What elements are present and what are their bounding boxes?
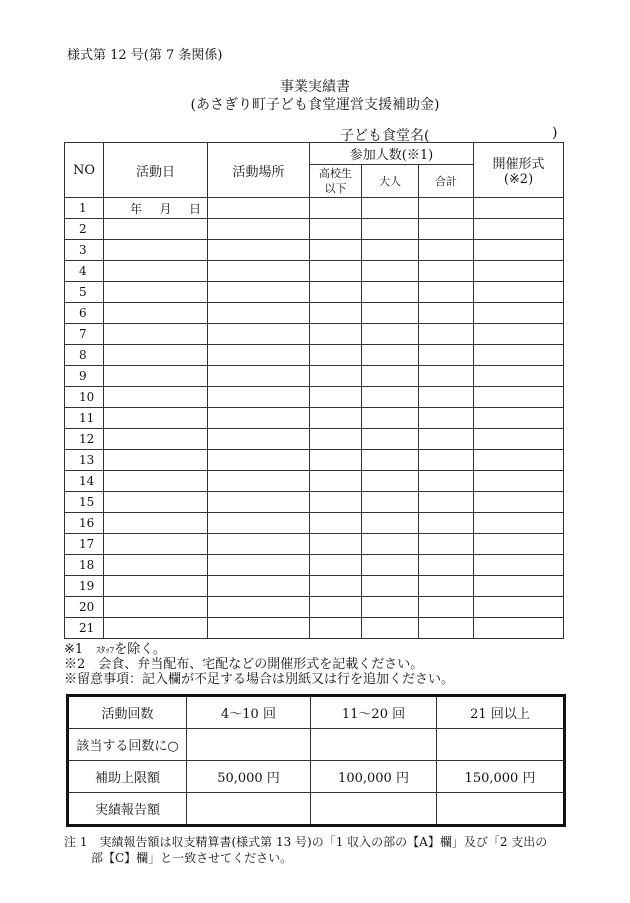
activity-place-cell[interactable]: [208, 597, 310, 618]
activity-date-cell[interactable]: [104, 576, 208, 597]
row-number: 15: [65, 492, 104, 513]
applicable-cell-1[interactable]: [187, 729, 311, 761]
activity-place-cell[interactable]: [208, 513, 310, 534]
activity-date-cell[interactable]: [104, 534, 208, 555]
format-cell[interactable]: [474, 576, 564, 597]
adults-cell[interactable]: [362, 345, 419, 366]
adults-cell[interactable]: [362, 555, 419, 576]
format-cell[interactable]: [474, 345, 564, 366]
activity-date-cell[interactable]: [104, 198, 208, 219]
summary-header-label: 活動回数: [68, 696, 187, 729]
table-row: [65, 555, 564, 576]
activity-place-cell[interactable]: [208, 387, 310, 408]
document-title: 事業実績書: [280, 79, 350, 95]
applicable-cell-3[interactable]: [437, 729, 565, 761]
format-cell[interactable]: [474, 303, 564, 324]
format-cell[interactable]: [474, 219, 564, 240]
total-cell[interactable]: [419, 471, 474, 492]
activity-place-cell[interactable]: [208, 366, 310, 387]
total-cell[interactable]: [419, 492, 474, 513]
students-cell[interactable]: [310, 303, 362, 324]
adults-cell[interactable]: [362, 429, 419, 450]
note-1-rest: を除く。: [114, 642, 166, 657]
table-row: [65, 618, 564, 639]
activity-date-cell[interactable]: [104, 513, 208, 534]
format-cell[interactable]: [474, 555, 564, 576]
total-cell[interactable]: [419, 345, 474, 366]
adults-cell[interactable]: [362, 534, 419, 555]
header-total: 合計: [419, 165, 474, 198]
activity-date-cell[interactable]: [104, 618, 208, 639]
shokudo-name-close: ): [552, 125, 558, 141]
row-number: 14: [65, 471, 104, 492]
adults-cell[interactable]: [362, 597, 419, 618]
students-cell[interactable]: [310, 261, 362, 282]
students-cell[interactable]: [310, 618, 362, 639]
format-cell[interactable]: [474, 324, 564, 345]
adults-cell[interactable]: [362, 366, 419, 387]
students-cell[interactable]: [310, 240, 362, 261]
activity-place-cell[interactable]: [208, 534, 310, 555]
activity-date-cell[interactable]: [104, 366, 208, 387]
adults-cell[interactable]: [362, 240, 419, 261]
row-number: 7: [65, 324, 104, 345]
row-number: 5: [65, 282, 104, 303]
activity-date-cell[interactable]: [104, 324, 208, 345]
students-cell[interactable]: [310, 408, 362, 429]
students-cell[interactable]: [310, 555, 362, 576]
total-cell[interactable]: [419, 198, 474, 219]
row-number: 10: [65, 387, 104, 408]
header-activity-place: 活動場所: [208, 143, 310, 198]
total-cell[interactable]: [419, 282, 474, 303]
total-cell[interactable]: [419, 513, 474, 534]
activity-date-cell[interactable]: [104, 471, 208, 492]
students-cell[interactable]: [310, 576, 362, 597]
format-cell[interactable]: [474, 492, 564, 513]
adults-cell[interactable]: [362, 219, 419, 240]
activity-place-cell[interactable]: [208, 282, 310, 303]
date-day: 日: [188, 201, 201, 216]
header-students-line1: 高校生: [319, 167, 352, 180]
students-cell[interactable]: [310, 345, 362, 366]
header-activity-date: 活動日: [104, 143, 208, 198]
header-students-line2: 以下: [324, 182, 347, 195]
table-row: [65, 471, 564, 492]
total-cell[interactable]: [419, 576, 474, 597]
summary-col-4-10: 4～10 回: [187, 696, 311, 729]
students-cell[interactable]: [310, 366, 362, 387]
applicable-cell-2[interactable]: [311, 729, 437, 761]
students-cell[interactable]: [310, 219, 362, 240]
students-cell[interactable]: [310, 282, 362, 303]
note-2: ※2 会食、弁当配布、宅配などの開催形式を記載ください。: [64, 657, 424, 672]
footer-note-line2: 部【C】欄」と一致させてください。: [91, 851, 293, 865]
table-row: [65, 576, 564, 597]
activity-place-cell[interactable]: [208, 450, 310, 471]
adults-cell[interactable]: [362, 618, 419, 639]
limit-cell-2: 100,000 円: [311, 761, 437, 793]
adults-cell[interactable]: [362, 450, 419, 471]
activity-place-cell[interactable]: [208, 555, 310, 576]
activity-place-cell[interactable]: [208, 303, 310, 324]
header-format: [474, 143, 564, 198]
report-cell-1[interactable]: [187, 793, 311, 826]
summary-row-limit: 補助上限額: [68, 761, 187, 793]
students-cell[interactable]: [310, 450, 362, 471]
format-cell[interactable]: [474, 450, 564, 471]
header-adults: 大人: [362, 165, 419, 198]
header-format-line2: (※2): [503, 172, 534, 187]
students-cell[interactable]: [310, 324, 362, 345]
total-cell[interactable]: [419, 240, 474, 261]
table-row: [65, 492, 564, 513]
row-number: 3: [65, 240, 104, 261]
table-row: [65, 282, 564, 303]
students-cell[interactable]: [310, 387, 362, 408]
activity-place-cell[interactable]: [208, 219, 310, 240]
students-cell[interactable]: [310, 429, 362, 450]
format-cell[interactable]: [474, 471, 564, 492]
format-cell[interactable]: [474, 366, 564, 387]
activity-table: [64, 142, 564, 639]
total-cell[interactable]: [419, 597, 474, 618]
table-row: [65, 513, 564, 534]
activity-place-cell[interactable]: [208, 576, 310, 597]
header-format-line1: 開催形式: [492, 157, 545, 172]
activity-date-cell[interactable]: [104, 303, 208, 324]
row-number: 17: [65, 534, 104, 555]
total-cell[interactable]: [419, 408, 474, 429]
header-participants: 参加人数(※1): [310, 143, 474, 165]
format-cell[interactable]: [474, 408, 564, 429]
adults-cell[interactable]: [362, 282, 419, 303]
table-row: [65, 450, 564, 471]
report-cell-3[interactable]: [437, 793, 565, 826]
format-cell[interactable]: [474, 282, 564, 303]
row-number: 8: [65, 345, 104, 366]
table-row: [65, 597, 564, 618]
footer-note-line1: 注 1 実績報告額は収支精算書(様式第 13 号)の「1 収入の部の【A】欄」及び「2 支出の: [64, 835, 548, 849]
table-row: [65, 198, 564, 219]
activity-place-cell[interactable]: [208, 345, 310, 366]
activity-place-cell[interactable]: [208, 429, 310, 450]
row-number: 12: [65, 429, 104, 450]
summary-row-report: 実績報告額: [68, 793, 187, 826]
table-row: [65, 429, 564, 450]
activity-place-cell[interactable]: [208, 324, 310, 345]
adults-cell[interactable]: [362, 303, 419, 324]
format-cell[interactable]: [474, 429, 564, 450]
adults-cell[interactable]: [362, 387, 419, 408]
document-subtitle: (あさぎり町子ども食堂運営支援補助金): [190, 97, 440, 113]
activity-date-cell[interactable]: [104, 387, 208, 408]
summary-col-21-plus: 21 回以上: [437, 696, 565, 729]
row-number: 19: [65, 576, 104, 597]
row-number: 4: [65, 261, 104, 282]
activity-place-cell[interactable]: [208, 198, 310, 219]
table-row: [65, 219, 564, 240]
header-students: [310, 165, 362, 198]
shokudo-name-label: 子ども食堂名(: [340, 128, 430, 144]
table-row: [65, 240, 564, 261]
adults-cell[interactable]: [362, 408, 419, 429]
adults-cell[interactable]: [362, 513, 419, 534]
total-cell[interactable]: [419, 366, 474, 387]
activity-date-cell[interactable]: [104, 450, 208, 471]
table-row: [65, 534, 564, 555]
table-row: [65, 324, 564, 345]
header-no: NO: [65, 143, 104, 198]
activity-place-cell[interactable]: [208, 261, 310, 282]
row-number: 9: [65, 366, 104, 387]
total-cell[interactable]: [419, 303, 474, 324]
activity-date-cell[interactable]: [104, 282, 208, 303]
activity-date-cell[interactable]: [104, 492, 208, 513]
activity-place-cell[interactable]: [208, 240, 310, 261]
summary-col-11-20: 11～20 回: [311, 696, 437, 729]
date-month: 月: [159, 201, 172, 216]
total-cell[interactable]: [419, 429, 474, 450]
row-number: 11: [65, 408, 104, 429]
format-cell[interactable]: [474, 387, 564, 408]
adults-cell[interactable]: [362, 576, 419, 597]
adults-cell[interactable]: [362, 324, 419, 345]
activity-place-cell[interactable]: [208, 408, 310, 429]
summary-table: [66, 694, 566, 827]
total-cell[interactable]: [419, 324, 474, 345]
total-cell[interactable]: [419, 450, 474, 471]
table-row: [65, 345, 564, 366]
students-cell[interactable]: [310, 471, 362, 492]
format-cell[interactable]: [474, 198, 564, 219]
date-year: 年: [130, 201, 143, 216]
activity-place-cell[interactable]: [208, 618, 310, 639]
row-number: 13: [65, 450, 104, 471]
row-number: 21: [65, 618, 104, 639]
activity-date-cell[interactable]: [104, 429, 208, 450]
table-row: [65, 261, 564, 282]
table-row: [65, 303, 564, 324]
note-1-staff: ｽﾀｯﾌ: [96, 646, 115, 656]
students-cell[interactable]: [310, 597, 362, 618]
row-number: 6: [65, 303, 104, 324]
total-cell[interactable]: [419, 534, 474, 555]
students-cell[interactable]: [310, 534, 362, 555]
format-cell[interactable]: [474, 597, 564, 618]
students-cell[interactable]: [310, 198, 362, 219]
format-cell[interactable]: [474, 534, 564, 555]
total-cell[interactable]: [419, 261, 474, 282]
limit-cell-3: 150,000 円: [437, 761, 565, 793]
row-number: 2: [65, 219, 104, 240]
activity-date-cell[interactable]: [104, 555, 208, 576]
adults-cell[interactable]: [362, 198, 419, 219]
activity-date-cell[interactable]: [104, 345, 208, 366]
table-row: [65, 366, 564, 387]
adults-cell[interactable]: [362, 492, 419, 513]
report-cell-2[interactable]: [311, 793, 437, 826]
students-cell[interactable]: [310, 492, 362, 513]
note-1-prefix: ※1: [64, 642, 97, 657]
row-number: 18: [65, 555, 104, 576]
format-cell[interactable]: [474, 261, 564, 282]
note-3: ※留意事項：記入欄が不足する場合は別紙又は行を追加ください。: [64, 672, 455, 687]
limit-cell-1: 50,000 円: [187, 761, 311, 793]
activity-date-cell[interactable]: [104, 261, 208, 282]
activity-date-cell[interactable]: [104, 219, 208, 240]
activity-date-cell[interactable]: [104, 408, 208, 429]
total-cell[interactable]: [419, 555, 474, 576]
format-cell[interactable]: [474, 513, 564, 534]
total-cell[interactable]: [419, 219, 474, 240]
total-cell[interactable]: [419, 618, 474, 639]
format-cell[interactable]: [474, 618, 564, 639]
activity-place-cell[interactable]: [208, 492, 310, 513]
activity-date-cell[interactable]: [104, 240, 208, 261]
table-row: [65, 387, 564, 408]
row-number: 16: [65, 513, 104, 534]
row-number: 20: [65, 597, 104, 618]
activity-place-cell[interactable]: [208, 471, 310, 492]
date-placeholder: [104, 200, 207, 217]
table-row: [65, 408, 564, 429]
students-cell[interactable]: [310, 513, 362, 534]
summary-row-applicable: 該当する回数に○: [68, 729, 187, 761]
total-cell[interactable]: [419, 387, 474, 408]
activity-date-cell[interactable]: [104, 597, 208, 618]
row-number: 1: [65, 198, 104, 219]
adults-cell[interactable]: [362, 471, 419, 492]
adults-cell[interactable]: [362, 261, 419, 282]
form-number: 様式第 12 号(第 7 条関係): [67, 48, 223, 63]
format-cell[interactable]: [474, 240, 564, 261]
